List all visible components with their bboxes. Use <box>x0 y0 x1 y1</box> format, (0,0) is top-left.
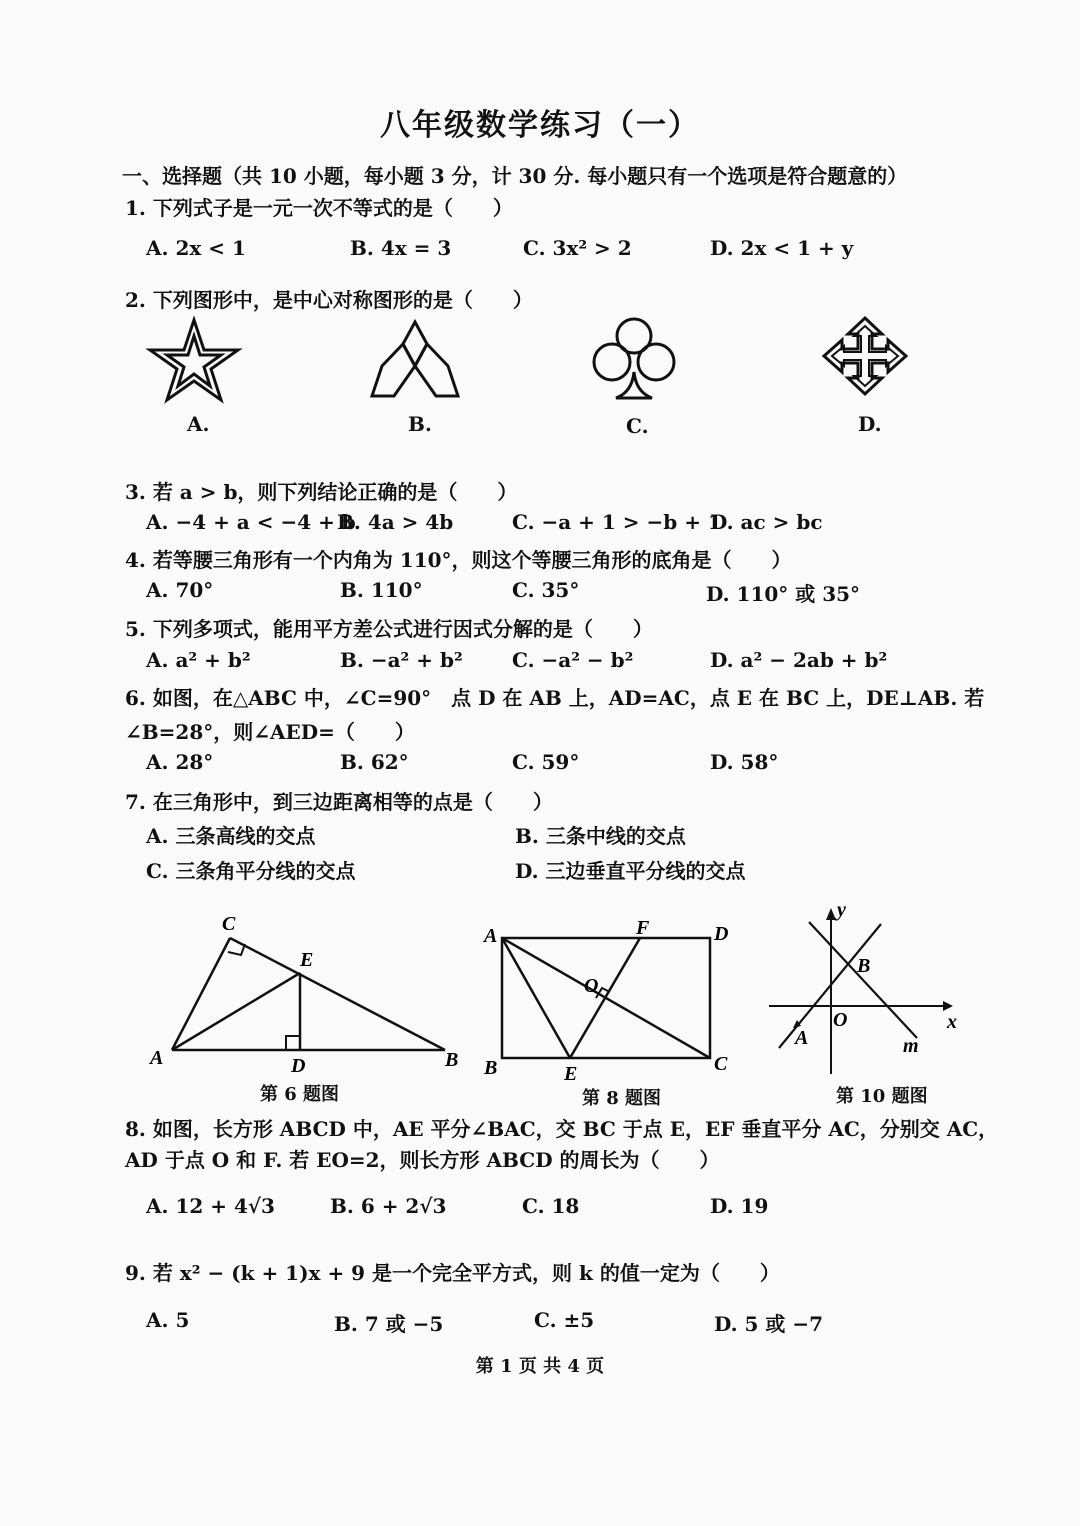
q3-option-a[interactable]: A. −4 + a < −4 + b <box>146 510 356 534</box>
q2-option-c[interactable]: C. <box>626 414 649 438</box>
question-6-stem-line2: ∠B=28°，则∠AED=（ ） <box>125 720 415 744</box>
figure-6-triangle <box>150 910 470 1080</box>
q9-option-c[interactable]: C. ±5 <box>534 1308 595 1332</box>
fig10-label-m: m <box>903 1035 919 1057</box>
q5-option-b[interactable]: B. −a² + b² <box>340 648 463 672</box>
page-title: 八年级数学练习（一） <box>380 108 700 143</box>
question-7-stem: 7. 在三角形中，到三边距离相等的点是（ ） <box>125 790 553 814</box>
fig6-label-d: D <box>291 1055 306 1077</box>
q4-option-a[interactable]: A. 70° <box>146 578 214 602</box>
fig6-label-a: A <box>150 1047 164 1069</box>
question-9-stem: 9. 若 x² − (k + 1)x + 9 是一个完全平方式，则 k 的值一定为（ ） <box>125 1261 780 1285</box>
q4-option-b[interactable]: B. 110° <box>340 578 423 602</box>
q6-option-a[interactable]: A. 28° <box>146 750 214 774</box>
q8-option-a[interactable]: A. 12 + 4√3 <box>146 1194 275 1218</box>
q6-option-d[interactable]: D. 58° <box>710 750 779 774</box>
q1-option-a[interactable]: A. 2x < 1 <box>146 236 246 260</box>
question-3-stem: 3. 若 a > b，则下列结论正确的是（ ） <box>125 480 518 504</box>
q1-option-c[interactable]: C. 3x² > 2 <box>523 236 632 260</box>
page-footer: 第 1 页 共 4 页 <box>475 1356 605 1377</box>
rhombus-kite-icon <box>370 320 460 400</box>
q7-option-d[interactable]: D. 三边垂直平分线的交点 <box>515 859 746 883</box>
q2-option-b[interactable]: B. <box>408 412 432 436</box>
q7-option-c[interactable]: C. 三条角平分线的交点 <box>146 859 356 883</box>
q4-option-d[interactable]: D. 110° 或 35° <box>706 582 861 606</box>
q8-option-c[interactable]: C. 18 <box>522 1194 580 1218</box>
q2-option-d[interactable]: D. <box>858 412 882 436</box>
q7-option-a[interactable]: A. 三条高线的交点 <box>146 824 316 848</box>
q6-option-c[interactable]: C. 59° <box>512 750 580 774</box>
fig10-label-x: x <box>947 1011 957 1033</box>
question-5-stem: 5. 下列多项式，能用平方差公式进行因式分解的是（ ） <box>125 617 653 641</box>
club-icon <box>590 316 678 402</box>
fig8-label-d: D <box>714 923 729 945</box>
question-8-stem-line2: AD 于点 O 和 F. 若 EO=2，则长方形 ABCD 的周长为（ ） <box>125 1148 720 1172</box>
q7-option-b[interactable]: B. 三条中线的交点 <box>515 824 686 848</box>
fig10-label-o: O <box>833 1009 848 1031</box>
q5-option-d[interactable]: D. a² − 2ab + b² <box>710 648 888 672</box>
question-8-stem-line1: 8. 如图，长方形 ABCD 中，AE 平分∠BAC，交 BC 于点 E，EF 垂直平分 AC，分别交 AC， <box>125 1117 999 1141</box>
fig6-label-c: C <box>222 913 236 935</box>
q1-option-d[interactable]: D. 2x < 1 + y <box>710 236 854 260</box>
fig8-label-f: F <box>636 917 650 939</box>
q4-option-c[interactable]: C. 35° <box>512 578 580 602</box>
four-arrows-icon <box>822 316 908 396</box>
q9-option-d[interactable]: D. 5 或 −7 <box>714 1312 824 1336</box>
q6-option-b[interactable]: B. 62° <box>340 750 409 774</box>
figure-6-caption: 第 6 题图 <box>260 1084 340 1105</box>
q8-option-b[interactable]: B. 6 + 2√3 <box>330 1194 447 1218</box>
question-4-stem: 4. 若等腰三角形有一个内角为 110°，则这个等腰三角形的底角是（ ） <box>125 548 792 572</box>
q3-option-b[interactable]: B. 4a > 4b <box>337 510 454 534</box>
q5-option-a[interactable]: A. a² + b² <box>146 648 251 672</box>
q9-option-b[interactable]: B. 7 或 −5 <box>334 1312 444 1336</box>
fig10-label-b: B <box>857 955 871 977</box>
question-1-stem: 1. 下列式子是一元一次不等式的是（ ） <box>125 196 513 220</box>
section-header: 一、选择题（共 10 小题，每小题 3 分，计 30 分. 每小题只有一个选项是符合题意的） <box>122 164 908 188</box>
q9-option-a[interactable]: A. 5 <box>146 1308 190 1332</box>
q3-option-d[interactable]: D. ac > bc <box>710 510 823 534</box>
fig6-label-b: B <box>445 1049 459 1071</box>
fig8-label-e: E <box>564 1063 578 1085</box>
q3-option-c[interactable]: C. −a + 1 > −b + 1 <box>512 510 722 534</box>
figure-10-caption: 第 10 题图 <box>836 1086 928 1107</box>
fig6-label-e: E <box>300 949 314 971</box>
fig8-label-a: A <box>484 925 498 947</box>
q8-option-d[interactable]: D. 19 <box>710 1194 769 1218</box>
fig8-label-b: B <box>484 1057 498 1079</box>
fig8-label-o: O <box>584 975 599 997</box>
question-2-stem: 2. 下列图形中，是中心对称图形的是（ ） <box>125 288 533 312</box>
q2-option-a[interactable]: A. <box>187 412 210 436</box>
question-6-stem-line1: 6. 如图，在△ABC 中，∠C=90° 点 D 在 AB 上，AD=AC，点 E 在 BC 上，DE⊥AB. 若 <box>125 686 985 710</box>
fig8-label-c: C <box>714 1053 728 1075</box>
star-icon <box>148 318 240 402</box>
fig10-label-a: A <box>795 1027 809 1049</box>
figure-10-coordinate-plane <box>765 898 970 1074</box>
figure-8-caption: 第 8 题图 <box>582 1088 662 1109</box>
figure-8-rectangle <box>480 918 740 1088</box>
fig10-label-y: y <box>837 899 846 921</box>
q5-option-c[interactable]: C. −a² − b² <box>512 648 634 672</box>
q1-option-b[interactable]: B. 4x = 3 <box>350 236 452 260</box>
